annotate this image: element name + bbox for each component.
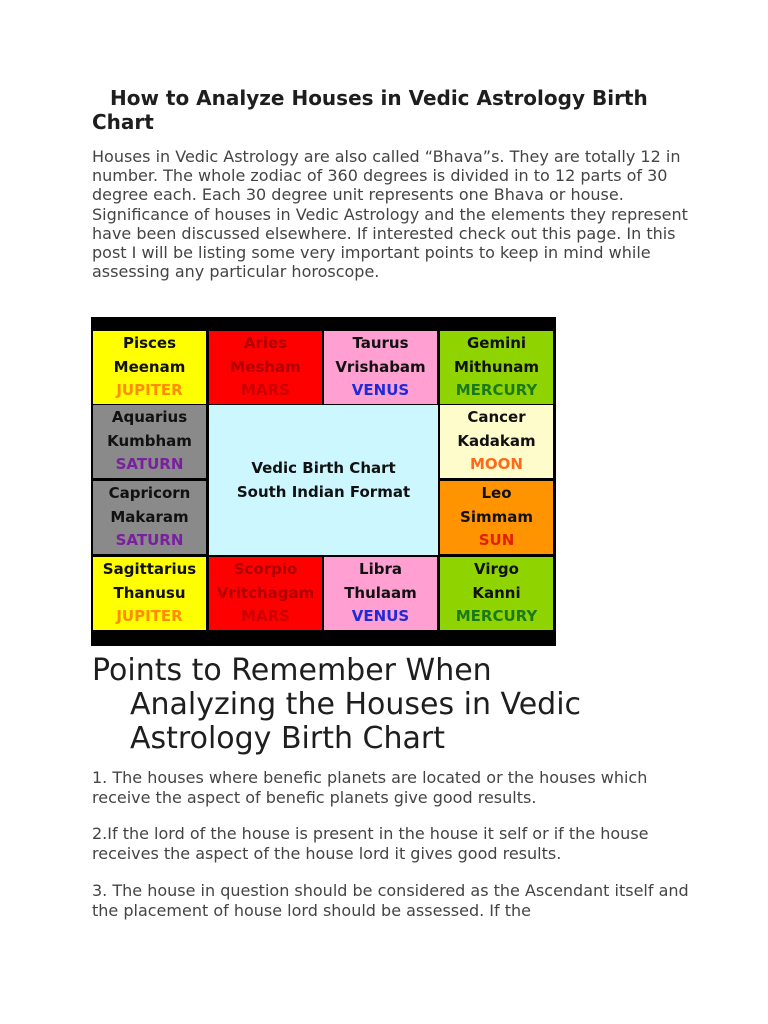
intro-paragraph: Houses in Vedic Astrology are also called “Bhava”s. They are totally 12 in number. The whole zodiac of 360 degrees is divided in to 12 parts of 30 degree each. Each 30 degree unit represents one Bhava or house. Significance of houses in Vedic Astrology and the elements they represent have been discussed elsewhere. If interested check out this page. In this post I will be listing some very important points to keep in mind while assessing any particular horoscope.	[92, 147, 688, 282]
chart-cell-virgo	[440, 557, 553, 630]
chart-cell-sign: Aries	[243, 334, 288, 353]
article-title-text: How to Analyze Houses in Vedic Astrology Birth Chart	[92, 86, 648, 134]
chart-cell-name: Meenam	[113, 357, 186, 376]
section-heading	[92, 654, 732, 756]
chart-cell-lord: MOON	[470, 455, 523, 474]
chart-cell-aries	[209, 331, 322, 404]
vedic-birth-chart-image	[91, 317, 556, 646]
chart-cell-lord: SATURN	[115, 531, 184, 550]
chart-cell-lord: MARS	[241, 607, 290, 626]
chart-cell-sign: Pisces	[122, 334, 177, 353]
article-title	[92, 86, 692, 134]
chart-cell-capricorn	[93, 481, 206, 554]
chart-cell-scorpio	[209, 557, 322, 630]
chart-cell-sign: Aquarius	[111, 408, 188, 427]
chart-cell-name: Kumbham	[107, 431, 192, 450]
chart-center-line1: Vedic Birth Chart	[251, 459, 396, 477]
chart-cell-leo	[440, 481, 553, 554]
chart-cell-sign: Scorpio	[233, 560, 298, 579]
point-3: 3. The house in question should be considered as the Ascendant itself and the placement of house lord should be assessed. If the	[92, 881, 689, 920]
section-heading-line2: Analyzing the Houses in Vedic	[130, 687, 582, 722]
chart-cell-sign: Cancer	[467, 408, 526, 427]
chart-cell-name: Kadakam	[457, 431, 536, 450]
chart-cell-cancer	[440, 405, 553, 478]
point-1: 1. The houses where benefic planets are located or the houses which receive the aspect of benefic planets give good results.	[92, 768, 648, 807]
chart-cell-sign: Sagittarius	[102, 560, 197, 579]
chart-cell-lord: MERCURY	[455, 381, 538, 400]
chart-cell-aquarius	[93, 405, 206, 478]
chart-cell-name: Simmam	[460, 507, 533, 526]
section-heading-line3: Astrology Birth Chart	[130, 721, 445, 756]
chart-cell-taurus	[324, 331, 437, 404]
chart-cell-sign: Libra	[359, 560, 402, 579]
chart-cell-sign: Gemini	[466, 334, 527, 353]
point-2: 2.If the lord of the house is present in the house it self or if the house receives the aspect of the house lord it gives good results.	[92, 824, 649, 863]
chart-cell-name: Mesham	[230, 357, 301, 376]
chart-cell-name: Thulaam	[344, 583, 417, 602]
chart-center-line2: South Indian Format	[236, 483, 411, 501]
chart-cell-lord: SUN	[478, 531, 515, 550]
chart-cell-sign: Taurus	[352, 334, 409, 353]
chart-cell-lord: SATURN	[115, 455, 184, 474]
chart-cell-libra	[324, 557, 437, 630]
chart-cell-lord: JUPITER	[116, 381, 183, 400]
chart-cell-name: Makaram	[110, 507, 189, 526]
chart-cell-name: Thanusu	[113, 583, 186, 602]
chart-cell-lord: MARS	[241, 381, 290, 400]
chart-center-panel	[209, 405, 438, 555]
chart-cell-name: Kanni	[472, 583, 521, 602]
chart-cell-sign: Capricorn	[108, 484, 191, 503]
chart-cell-gemini	[440, 331, 553, 404]
chart-cell-sagittarius	[93, 557, 206, 630]
chart-cell-name: Vritchagam	[216, 583, 315, 602]
chart-cell-sign: Leo	[481, 484, 512, 503]
chart-cell-lord: VENUS	[351, 607, 410, 626]
chart-cell-lord: JUPITER	[116, 607, 183, 626]
chart-cell-pisces	[93, 331, 206, 404]
chart-cell-name: Mithunam	[453, 357, 540, 376]
chart-cell-name: Vrishabam	[335, 357, 426, 376]
chart-cell-lord: VENUS	[351, 381, 410, 400]
section-heading-line1: Points to Remember When	[92, 653, 492, 688]
chart-cell-sign: Virgo	[474, 560, 519, 579]
chart-cell-lord: MERCURY	[455, 607, 538, 626]
